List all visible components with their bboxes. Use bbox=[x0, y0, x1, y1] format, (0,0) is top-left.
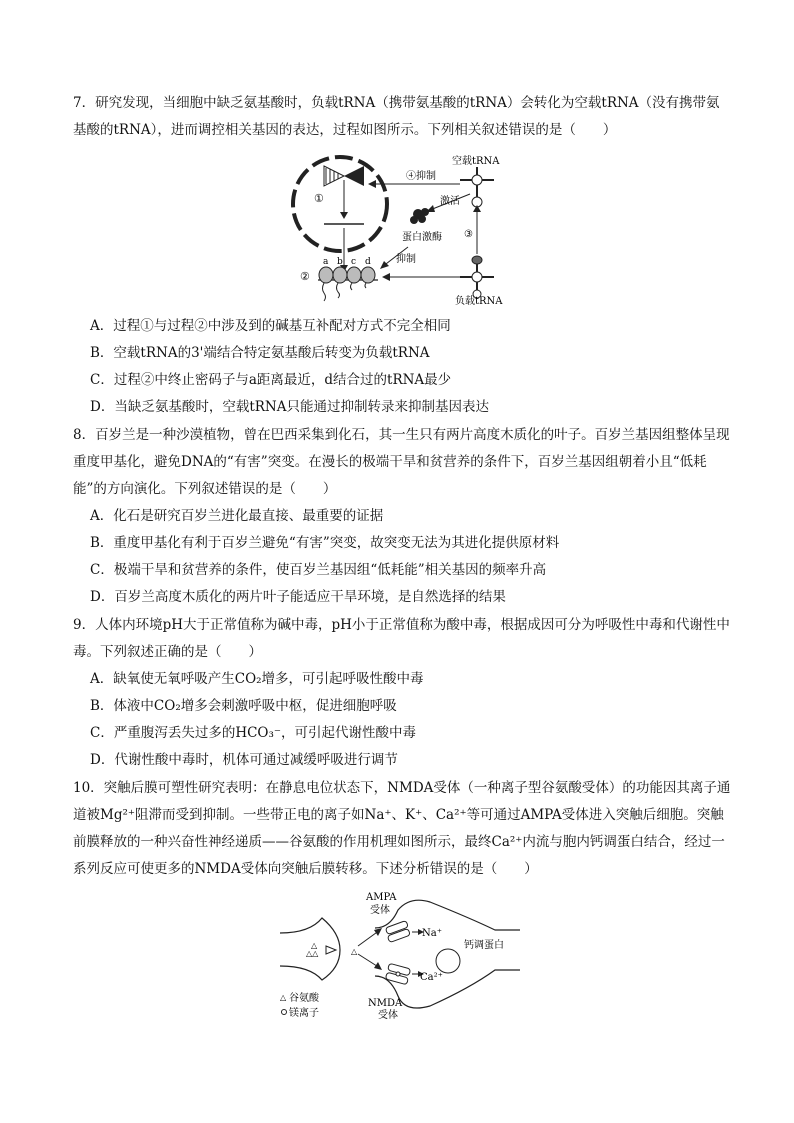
ribosome-a-label: a bbox=[323, 257, 329, 267]
na-label: Na⁺ bbox=[422, 928, 442, 939]
ribosome-c-label: c bbox=[351, 257, 357, 267]
q7-option-c: C．过程②中终止密码子与a距离最近，d结合过的tRNA最少 bbox=[90, 372, 452, 388]
q7-option-a: A．过程①与过程②中涉及到的碱基互补配对方式不完全相同 bbox=[90, 318, 451, 334]
q10-diagram bbox=[280, 888, 520, 1023]
svg-text:△: △ bbox=[311, 941, 318, 950]
nucleus-envelope bbox=[293, 157, 387, 251]
q9-option-d: D．代谢性酸中毒时，机体可通过减缓呼吸进行调节 bbox=[90, 752, 398, 768]
ribosome-d-label: d bbox=[365, 257, 371, 267]
q9-option-b: B．体液中CO₂增多会刺激呼吸中枢，促进细胞呼吸 bbox=[90, 698, 397, 714]
loaded-trna-label: 负载tRNA bbox=[455, 296, 503, 307]
ampa-label: AMPA bbox=[366, 892, 397, 903]
q8-option-a: A．化石是研究百岁兰进化最直接、最重要的证据 bbox=[90, 508, 384, 524]
q7-option-b: B．空载tRNA的3'端结合特定氨基酸后转变为负载tRNA bbox=[90, 345, 430, 361]
nmda-label: NMDA bbox=[368, 998, 403, 1009]
inhibit-4-label: ④抑制 bbox=[406, 171, 436, 182]
q8-option-b: B．重度甲基化有利于百岁兰避免“有害”突变，故突变无法为其进化提供原材料 bbox=[90, 535, 560, 551]
empty-trna-icon bbox=[460, 167, 494, 207]
ampa-receptor-label: 受体 bbox=[370, 905, 390, 916]
q7-diagram bbox=[290, 152, 510, 307]
inhibit-label: 抑制 bbox=[396, 254, 416, 265]
q7-stem: 7．研究发现，当细胞中缺乏氨基酸时，负载tRNA（携带氨基酸的tRNA）会转化为空载tRNA（没有携带氨基酸的tRNA），进而调控相关基因的表达，过程如图所示。下列相关叙述错误的是（ ） bbox=[73, 95, 720, 138]
q9-stem: 9．人体内环境pH大于正常值称为碱中毒，pH小于正常值称为酸中毒，根据成因可分为呼吸性中毒和代谢性中毒。下列叙述正确的是（ ） bbox=[73, 617, 730, 660]
protein-kinase-icon bbox=[410, 208, 429, 224]
q8-option-c: C．极端干旱和贫营养的条件，使百岁兰基因组“低耗能”相关基因的频率升高 bbox=[90, 562, 547, 578]
process-2-label: ② bbox=[300, 270, 310, 283]
glutamate-legend-icon: △ bbox=[280, 993, 287, 1002]
calmodulin-label: 钙调蛋白 bbox=[464, 940, 504, 951]
activate-label: 激活 bbox=[440, 196, 460, 207]
glutamate-legend-label: 谷氨酸 bbox=[289, 993, 319, 1004]
calmodulin-icon bbox=[436, 949, 460, 973]
svg-text:△△: △△ bbox=[306, 949, 319, 958]
ampa-receptor-icon bbox=[385, 920, 410, 942]
mg-legend-icon bbox=[282, 1010, 287, 1015]
nmda-receptor-label: 受体 bbox=[378, 1010, 398, 1021]
svg-text:△: △ bbox=[351, 947, 358, 956]
q7-figure bbox=[290, 152, 510, 307]
process-1-label: ① bbox=[314, 192, 324, 205]
mg-legend-label: 镁离子 bbox=[289, 1008, 319, 1019]
kinase-label: 蛋白激酶 bbox=[402, 232, 442, 243]
q7-option-d: D．当缺乏氨基酸时，空载tRNA只能通过抑制转录来抑制基因表达 bbox=[90, 399, 489, 415]
q10-stem: 10．突触后膜可塑性研究表明：在静息电位状态下，NMDA受体（一种离子型谷氨酸受体）的功能因其离子通道被Mg²⁺阻滞而受到抑制。一些带正电的离子如Na⁺、K⁺、Ca²⁺等可通过AMPA受体进入突触后细胞。突触前膜释放的一种兴奋性神经递质——谷氨酸的作用机理如图所示，最终Ca²⁺内流与胞内钙调蛋白结合，经过一系列反应可使更多的NMDA受体向突触后膜转移。下述分析错误的是（ ） bbox=[73, 780, 731, 877]
empty-trna-label: 空载tRNA bbox=[452, 156, 500, 167]
ribosome-b-label: b bbox=[337, 257, 343, 267]
q8-option-d: D．百岁兰高度木质化的两片叶子能适应干旱环境，是自然选择的结果 bbox=[90, 589, 506, 605]
q9-option-c: C．严重腹泻丢失过多的HCO₃⁻，可引起代谢性酸中毒 bbox=[90, 725, 417, 741]
loaded-trna-icon bbox=[460, 256, 494, 298]
q9-option-a: A．缺氧使无氧呼吸产生CO₂增多，可引起呼吸性酸中毒 bbox=[90, 671, 424, 687]
ca-label: Ca²⁺ bbox=[420, 972, 443, 983]
ribosomes-icon bbox=[319, 267, 375, 301]
q10-figure bbox=[280, 888, 520, 1023]
process-3-label: ③ bbox=[464, 229, 473, 240]
q8-stem: 8．百岁兰是一种沙漠植物，曾在巴西采集到化石，其一生只有两片高度木质化的叶子。百岁兰基因组整体呈现重度甲基化，避免DNA的“有害”突变。在漫长的极端干旱和贫营养的条件下，百岁兰基因组朝着小且“低耗能”的方向演化。下列叙述错误的是（ ） bbox=[73, 427, 730, 497]
